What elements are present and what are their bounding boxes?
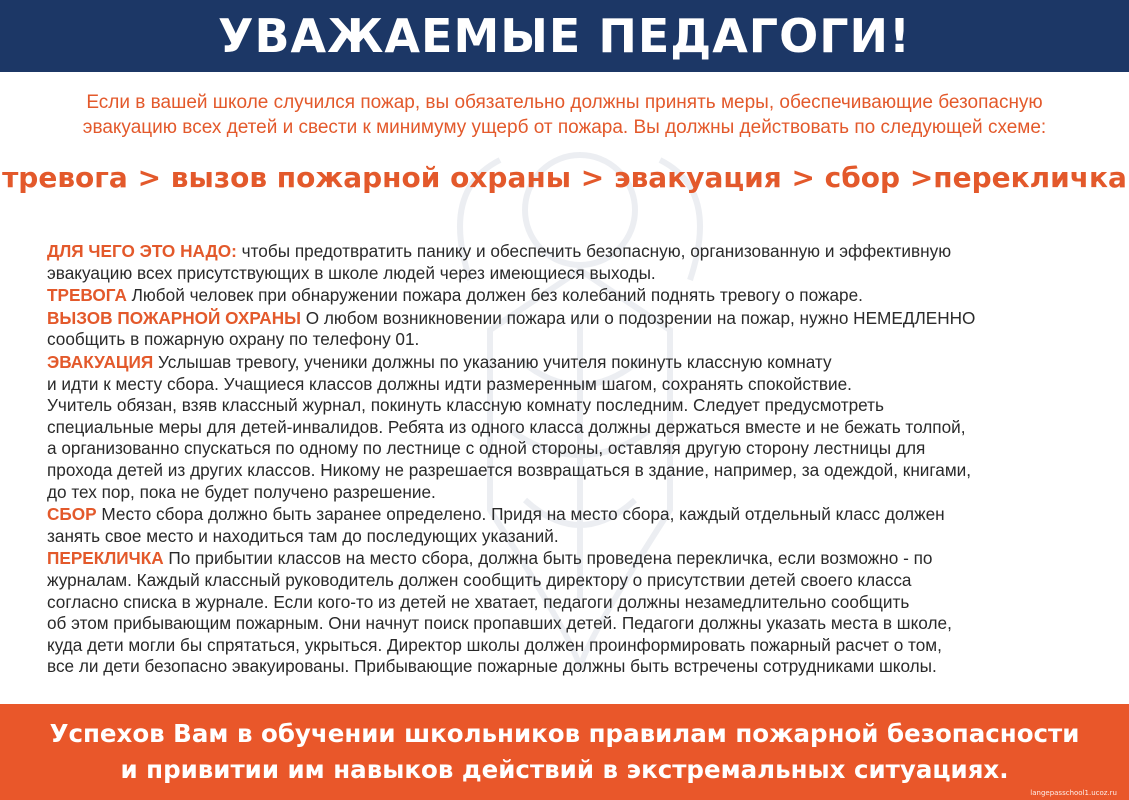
intro-line-2: эвакуацию всех детей и свести к минимуму ущерб от пожара. Вы должны действовать по следующей схеме: [82,117,1047,138]
section-fire-call [47,308,1097,351]
section-text: чтобы предотвратить панику и обеспечить безопасную, организованную и эффективную эвакуацию всех присутствующих в школе людей через имеющиеся выходы. [47,241,952,283]
section-alarm [47,285,1097,307]
section-heading: ДЛЯ ЧЕГО ЭТО НАДО: [47,241,237,261]
section-text: О любом возникновении пожара или о подозрении на пожар, нужно НЕМЕДЛЕННО сообщить в пожарную охрану по телефону 01. [47,307,976,350]
action-scheme: тревога > вызов пожарной охраны > эвакуация > сбор >перекличка [2,161,1127,194]
section-roll-call [47,548,1097,678]
section-text: Место сбора должно быть заранее определено. Придя на место сбора, каждый отдельный класс должен занять свое место и находиться там до последующих указаний. [47,504,945,546]
section-heading: ЭВАКУАЦИЯ [47,351,154,372]
section-assembly [47,504,1097,547]
poster-title: УВАЖАЕМЫЕ ПЕДАГОГИ! [217,9,912,63]
section-heading: ВЫЗОВ ПОЖАРНОЙ ОХРАНЫ [47,307,301,328]
section-evacuation [47,352,1097,503]
poster-header [0,0,1129,72]
intro-line-1: Если в вашей школе случился пожар, вы обязательно должны принять меры, обеспечивающие безопасную [86,92,1043,113]
section-text: Любой человек при обнаружении пожара должен без колебаний поднять тревогу о пожаре. [126,285,863,306]
section-text: Услышав тревогу, ученики должны по указанию учителя покинуть классную комнату и идти к месту сбора. Учащиеся классов должны идти размеренным шагом, сохранять спокойствие. Учитель обязан, взяв классный журнал, покинуть классную комнату последним. Следует предусмотреть специальные меры для детей-инвалидов. Ребята из одного класса должны держаться вместе и не бежать толпой, а организованно спускаться по одному по лестнице с одной стороны, оставляя другую сторону лестницы для прохода детей из других классов. Никому не разрешается возвращаться в здание, например, за одеждой, книгами, до тех пор, пока не будет получено разрешение. [47,351,972,502]
section-heading: ТРЕВОГА [47,285,127,306]
section-purpose [47,241,1097,284]
section-text: По прибытии классов на место сбора, должна быть проведена перекличка, если возможно - по журналам. Каждый классный руководитель должен сообщить директору о присутствии детей своего класса согласно списка в журнале. Если кого-то из детей не хватает, педагоги должны незамедлительно сообщить об этом прибывающим пожарным. Они начнут поиск пропавших детей. Педагоги должны указать места в школе, куда дети могли бы спрятаться, укрыться. Директор школы должен проинформировать пожарный расчет о том, все ли дети безопасно эвакуированы. Прибывающие пожарные должны быть встречены сотрудниками школы. [47,548,952,677]
section-heading: ПЕРЕКЛИЧКА [47,548,164,569]
site-watermark: langepasschool1.ucoz.ru [1030,789,1117,797]
footer-line-1: Успехов Вам в обучении школьников правилам пожарной безопасности [49,719,1080,748]
section-heading: СБОР [47,504,97,525]
poster-footer [0,704,1129,800]
footer-line-2: и привитии им навыков действий в экстремальных ситуациях. [120,755,1009,784]
instructions-body [47,241,1097,678]
intro-paragraph [20,90,1109,140]
